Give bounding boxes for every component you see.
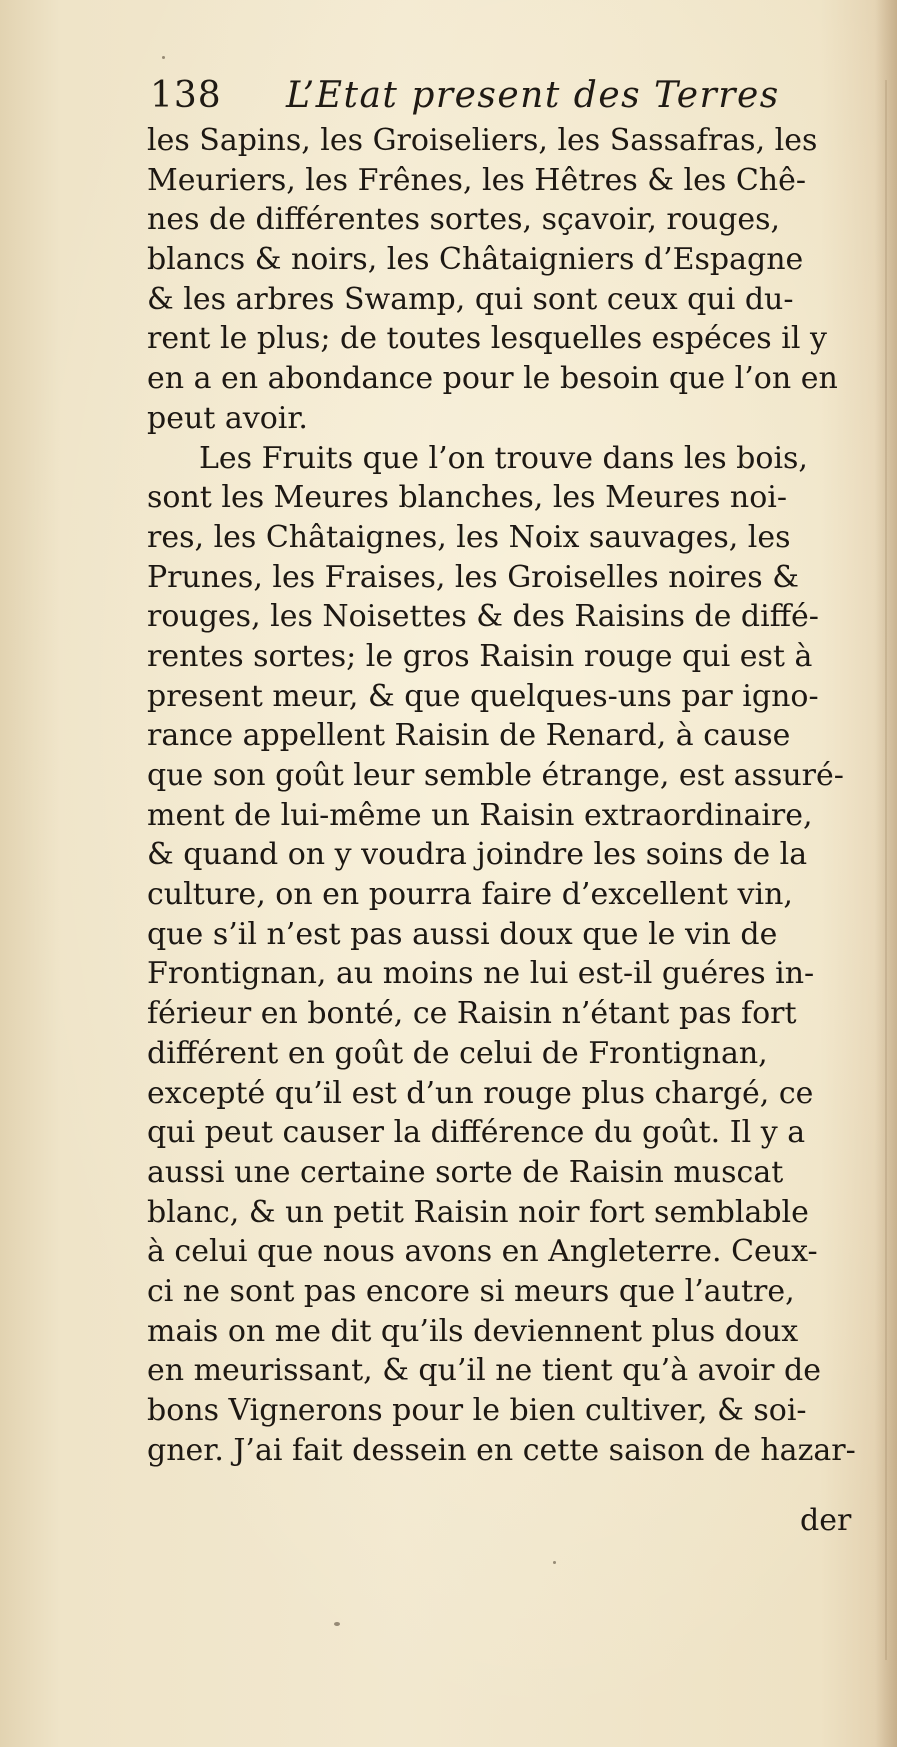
text-line: peut avoir. (147, 400, 308, 436)
text-line: rance appellent Raisin de Renard, à cause (147, 718, 791, 754)
text-line: gner. J’ai fait dessein en cette saison de hazar- (147, 1432, 856, 1468)
text-line: blanc, & un petit Raisin noir fort semblable (147, 1194, 809, 1230)
text-line: present meur, & que quelques-uns par igno- (147, 678, 819, 714)
text-line: excepté qu’il est d’un rouge plus chargé, ce (147, 1075, 814, 1111)
text-line: en meurissant, & qu’il ne tient qu’à avoir de (147, 1353, 821, 1389)
text-line: ment de lui-même un Raisin extraordinaire, (147, 797, 813, 833)
text-line: différent en goût de celui de Frontignan, (147, 1035, 768, 1071)
text-line: en a en abondance pour le besoin que l’on en (147, 361, 838, 397)
gutter-shadow (875, 0, 897, 1747)
text-line: sont les Meures blanches, les Meures noi- (147, 480, 788, 516)
text-line: res, les Châtaignes, les Noix sauvages, les (147, 519, 791, 555)
text-line: aussi une certaine sorte de Raisin muscat (147, 1154, 784, 1190)
page-number: 138 (150, 75, 222, 116)
running-head: L’Etat present des Terres (286, 75, 780, 116)
text-line: les Sapins, les Groiseliers, les Sassafras, les (147, 123, 818, 158)
page-header (150, 74, 830, 122)
body-text (147, 121, 875, 1470)
text-line: qui peut causer la différence du goût. Il y a (147, 1115, 806, 1151)
catchword: der (800, 1503, 852, 1538)
text-line: rouges, les Noisettes & des Raisins de diffé- (147, 599, 819, 635)
text-line: que s’il n’est pas aussi doux que le vin de (147, 916, 778, 952)
ink-speck (553, 1561, 556, 1564)
ink-speck (162, 56, 165, 59)
text-line: Frontignan, au moins ne lui est-il guéres in- (147, 956, 815, 992)
text-line: rentes sortes; le gros Raisin rouge qui est à (147, 638, 813, 674)
text-line: Prunes, les Fraises, les Groiselles noires & (147, 559, 799, 595)
text-line: culture, on en pourra faire d’excellent vin, (147, 877, 793, 913)
text-line: & les arbres Swamp, qui sont ceux qui du- (147, 281, 794, 317)
text-line: bons Vignerons pour le bien cultiver, & soi- (147, 1393, 807, 1428)
text-line: & quand on y voudra joindre les soins de la (147, 837, 808, 873)
paragraph-start-line: Les Fruits que l’on trouve dans les bois, (199, 440, 808, 476)
text-line: mais on me dit qu’ils deviennent plus doux (147, 1313, 799, 1349)
text-line: à celui que nous avons en Angleterre. Ceux- (147, 1234, 818, 1270)
ink-speck (334, 1622, 340, 1626)
text-line: Meuriers, les Frênes, les Hêtres & les Chê- (147, 162, 806, 198)
text-line: nes de différentes sortes, sçavoir, rouges, (147, 202, 781, 238)
text-line: blancs & noirs, les Châtaigniers d’Espagne (147, 242, 804, 278)
text-line: rent le plus; de toutes lesquelles espéces il y (147, 321, 827, 357)
text-line: ci ne sont pas encore si meurs que l’autre, (147, 1273, 795, 1309)
text-line: que son goût leur semble étrange, est assuré- (147, 758, 844, 793)
text-line: férieur en bonté, ce Raisin n’étant pas fort (147, 996, 797, 1032)
